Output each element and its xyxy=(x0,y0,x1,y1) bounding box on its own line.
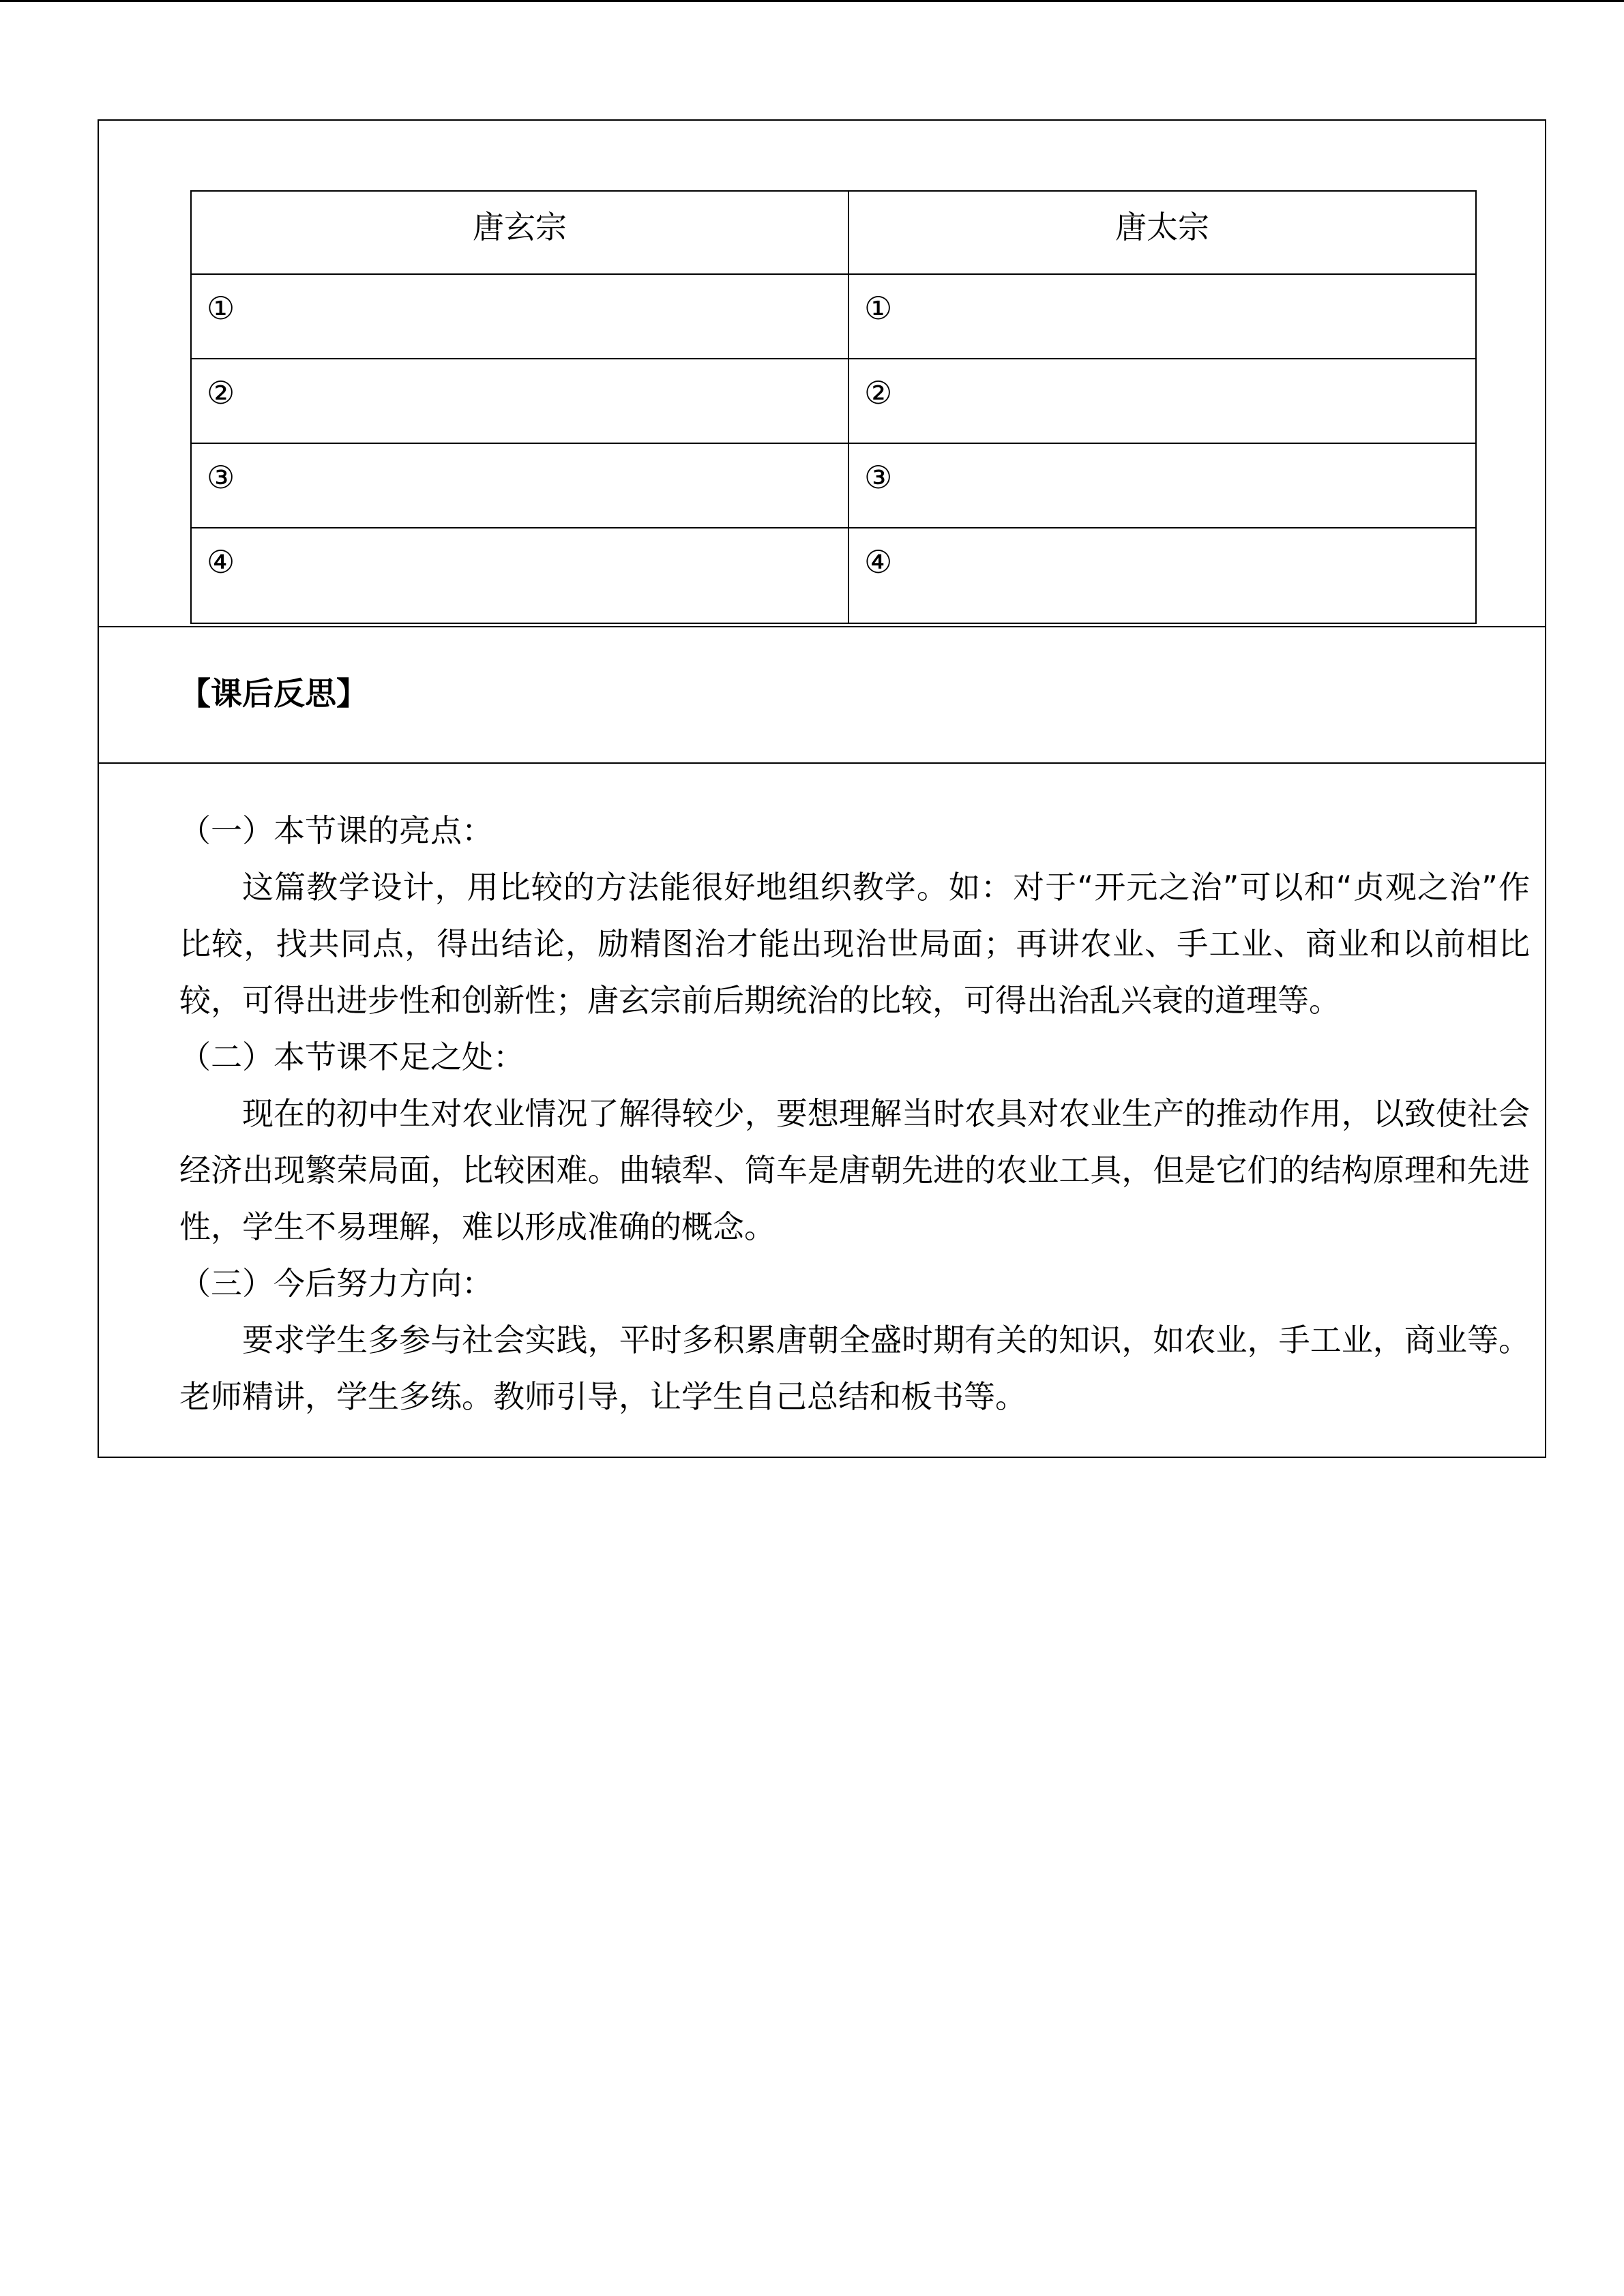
section-divider xyxy=(99,626,1545,627)
page-top-rule xyxy=(0,0,1624,2)
highlights-title: （一）本节课的亮点： xyxy=(179,812,493,849)
table-cell: ② xyxy=(191,359,848,443)
section-divider xyxy=(99,762,1545,764)
table-cell: ① xyxy=(191,274,848,359)
table-cell: ④ xyxy=(848,528,1476,623)
header-taizong: 唐太宗 xyxy=(848,191,1476,274)
table-row xyxy=(191,528,1476,623)
table-cell: ④ xyxy=(191,528,848,623)
lesson-plan-frame xyxy=(98,119,1546,1458)
reflection-body xyxy=(179,803,1530,1425)
table-row xyxy=(191,359,1476,443)
shortcomings-text: 现在的初中生对农业情况了解得较少，要想理解当时农具对农业生产的推动作用，以致使社会经济出现繁荣局面，比较困难。曲辕犁、筒车是唐朝先进的农业工具，但是它们的结构原理和先进性，学生不易理解，难以形成准确的概念。 xyxy=(179,1095,1530,1245)
highlights-text: 这篇教学设计，用比较的方法能很好地组织教学。如：对于“开元之治”可以和“贞观之治”作比较，找共同点，得出结论，励精图治才能出现治世局面；再讲农业、手工业、商业和以前相比较，可得出进步性和创新性；唐玄宗前后期统治的比较，可得出治乱兴衰的道理等。 xyxy=(179,869,1530,1019)
reflection-heading: 【课后反思】 xyxy=(179,675,368,712)
table-header-row xyxy=(191,191,1476,274)
table-cell: ③ xyxy=(191,443,848,528)
future-direction-text: 要求学生多参与社会实践，平时多积累唐朝全盛时期有关的知识，如农业，手工业，商业等。老师精讲，学生多练。教师引导，让学生自己总结和板书等。 xyxy=(179,1322,1530,1415)
table-cell: ③ xyxy=(848,443,1476,528)
header-xuanzong: 唐玄宗 xyxy=(191,191,848,274)
table-row xyxy=(191,274,1476,359)
table-row xyxy=(191,443,1476,528)
table-cell: ② xyxy=(848,359,1476,443)
table-cell: ① xyxy=(848,274,1476,359)
shortcomings-title: （二）本节课不足之处： xyxy=(179,1039,525,1075)
future-direction-title: （三）今后努力方向： xyxy=(179,1265,493,1302)
emperor-comparison-table xyxy=(190,190,1477,624)
